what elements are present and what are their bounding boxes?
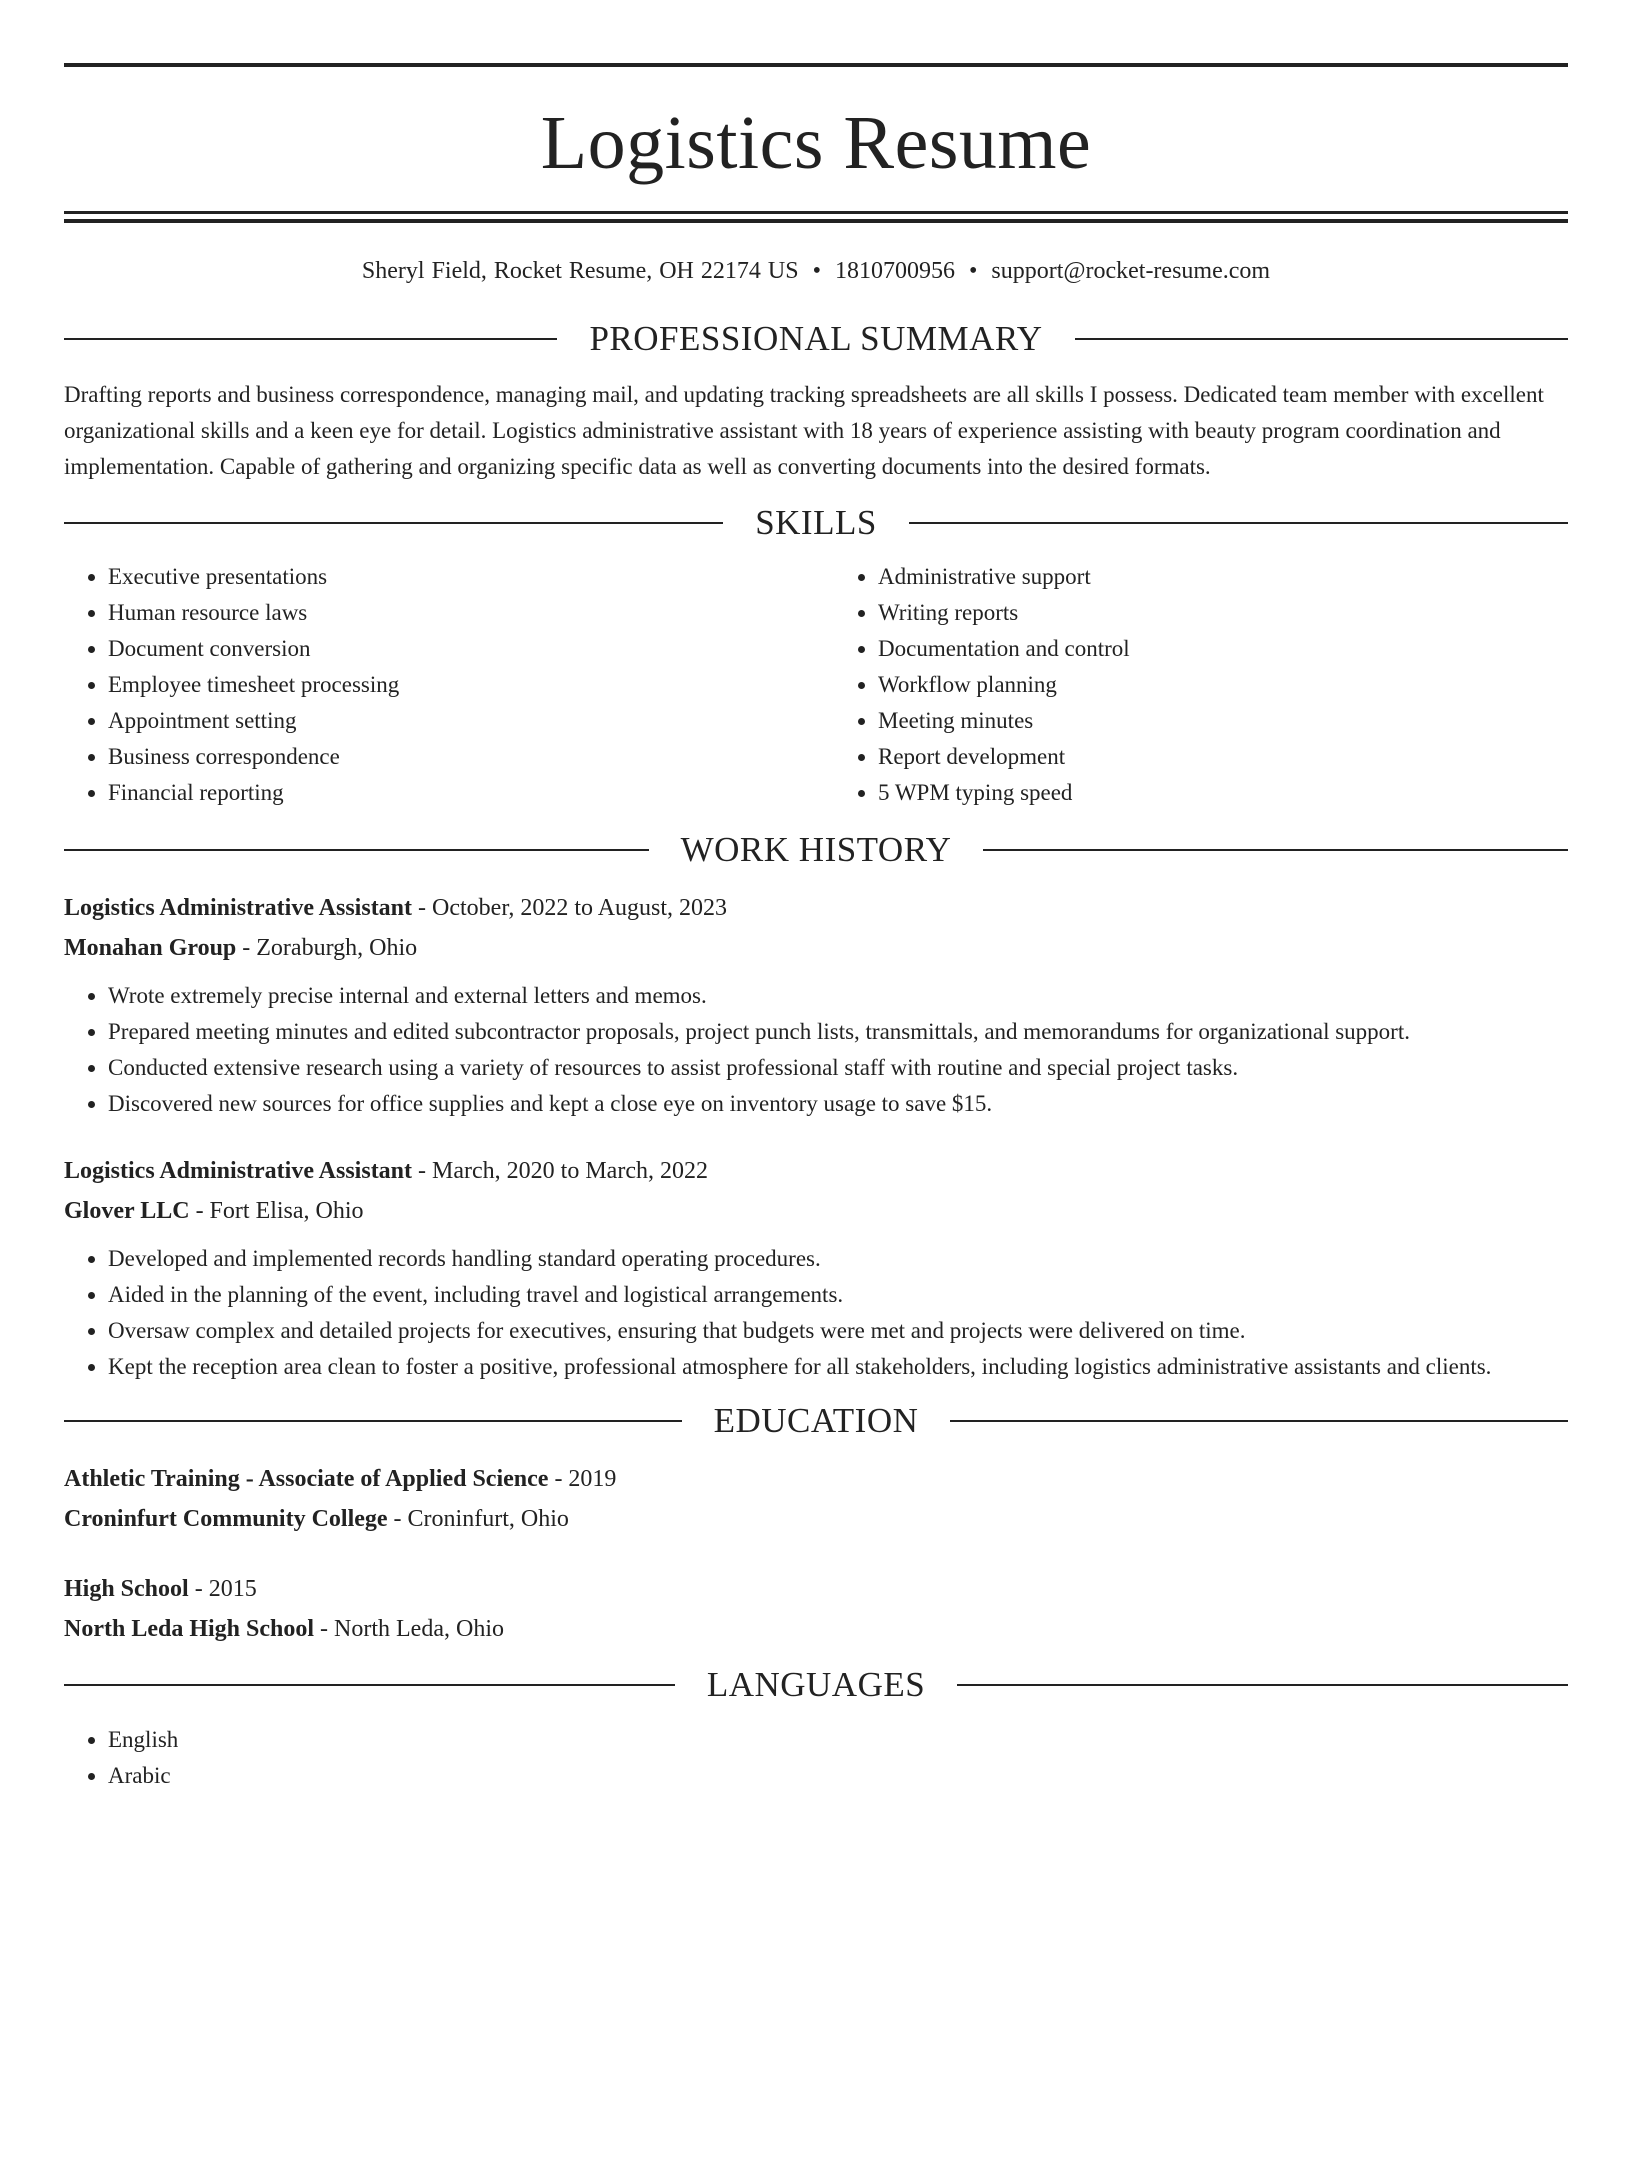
page-title: Logistics Resume bbox=[540, 101, 1092, 185]
resume-page bbox=[0, 63, 1632, 2175]
title-double-rule bbox=[64, 211, 1568, 223]
section-title: EDUCATION bbox=[713, 1401, 919, 1440]
skill-item: • Workflow planning bbox=[878, 667, 1568, 703]
section-heading-work bbox=[64, 827, 1568, 873]
job-title: Logistics Administrative Assistant bbox=[64, 1158, 413, 1184]
job-title-line bbox=[64, 1151, 1568, 1191]
skill-item: • Report development bbox=[878, 739, 1568, 775]
skill-item: • Financial reporting bbox=[108, 775, 798, 811]
skill-item: • Administrative support bbox=[878, 559, 1568, 595]
job-company-line bbox=[64, 1191, 1568, 1231]
contact-phone: 1810700956 bbox=[834, 258, 955, 284]
job-dates: - October, 2022 to August, 2023 bbox=[412, 895, 728, 921]
skill-item: • Writing reports bbox=[878, 595, 1568, 631]
job-bullet: • Discovered new sources for office supplies and kept a close eye on inventory usage to save $15. bbox=[108, 1086, 1568, 1122]
job-title: Logistics Administrative Assistant bbox=[64, 895, 413, 921]
skill-item: • Human resource laws bbox=[108, 595, 798, 631]
section-heading-languages bbox=[64, 1662, 1568, 1708]
contact-email: support@rocket-resume.com bbox=[991, 258, 1271, 284]
job-entry bbox=[64, 1151, 1568, 1385]
education-entry bbox=[64, 1569, 1568, 1649]
skill-item: • Document conversion bbox=[108, 631, 798, 667]
section-heading-education bbox=[64, 1398, 1568, 1444]
job-bullet: • Conducted extensive research using a variety of resources to assist professional staff with routine and special project tasks. bbox=[108, 1050, 1568, 1086]
section-heading-skills bbox=[64, 500, 1568, 546]
job-bullet: • Oversaw complex and detailed projects for executives, ensuring that budgets were met and projects were delivered on time. bbox=[108, 1313, 1568, 1349]
heading-rule-right bbox=[1075, 338, 1568, 340]
job-bullet: • Developed and implemented records handling standard operating procedures. bbox=[108, 1241, 1568, 1277]
job-location: - Zoraburgh, Ohio bbox=[236, 935, 418, 961]
language-item: • Arabic bbox=[108, 1758, 1568, 1794]
education-school-line bbox=[64, 1499, 1568, 1539]
heading-rule-right bbox=[983, 849, 1568, 851]
skills-list-right bbox=[834, 559, 1568, 811]
education-school: Croninfurt Community College bbox=[64, 1506, 388, 1532]
education-location: - Croninfurt, Ohio bbox=[387, 1506, 569, 1532]
job-bullet: • Aided in the planning of the event, including travel and logistical arrangements. bbox=[108, 1277, 1568, 1313]
job-bullets bbox=[64, 978, 1568, 1122]
job-title-line bbox=[64, 888, 1568, 928]
education-year: - 2019 bbox=[548, 1466, 617, 1492]
contact-separator: • bbox=[812, 258, 821, 284]
skill-item: • 5 WPM typing speed bbox=[878, 775, 1568, 811]
skills-list-left bbox=[64, 559, 798, 811]
top-rule bbox=[64, 63, 1568, 67]
education-degree: High School bbox=[64, 1576, 189, 1602]
heading-rule-left bbox=[64, 1420, 682, 1422]
heading-rule-left bbox=[64, 338, 557, 340]
education-location: - North Leda, Ohio bbox=[314, 1616, 504, 1642]
job-location: - Fort Elisa, Ohio bbox=[189, 1198, 364, 1224]
skill-item: • Business correspondence bbox=[108, 739, 798, 775]
job-bullets bbox=[64, 1241, 1568, 1385]
job-company: Monahan Group bbox=[64, 935, 237, 961]
summary-text: Drafting reports and business correspondence, managing mail, and updating tracking spreadsheets are all skills I possess. Dedicated team member with excellent organizational skills and a keen eye for detail. Logistics administrative assistant with 18 years of experience assisting with beauty program coordination and implementation. Capable of gathering and organizing specific data as well as converting documents into the desired formats. bbox=[64, 382, 1544, 479]
education-entry bbox=[64, 1459, 1568, 1539]
job-bullet: • Prepared meeting minutes and edited subcontractor proposals, project punch lists, transmittals, and memorandums for organizational support. bbox=[108, 1014, 1568, 1050]
skill-item: • Meeting minutes bbox=[878, 703, 1568, 739]
skill-item: • Executive presentations bbox=[108, 559, 798, 595]
languages-list bbox=[64, 1722, 1568, 1794]
contact-address: Sheryl Field, Rocket Resume, OH 22174 US bbox=[361, 258, 799, 284]
job-bullet: • Wrote extremely precise internal and external letters and memos. bbox=[108, 978, 1568, 1014]
job-entry bbox=[64, 888, 1568, 1122]
language-item: • English bbox=[108, 1722, 1568, 1758]
skill-item: • Employee timesheet processing bbox=[108, 667, 798, 703]
job-dates: - March, 2020 to March, 2022 bbox=[412, 1158, 708, 1184]
education-year: - 2015 bbox=[188, 1576, 257, 1602]
section-title: PROFESSIONAL SUMMARY bbox=[589, 319, 1043, 358]
heading-rule-right bbox=[950, 1420, 1568, 1422]
skills-grid bbox=[64, 559, 1568, 811]
skill-item: • Appointment setting bbox=[108, 703, 798, 739]
section-heading-summary bbox=[64, 316, 1568, 362]
education-degree-line bbox=[64, 1569, 1568, 1609]
education-degree-line bbox=[64, 1459, 1568, 1499]
heading-rule-right bbox=[957, 1684, 1568, 1686]
heading-rule-left bbox=[64, 1684, 675, 1686]
heading-rule-right bbox=[909, 522, 1568, 524]
skill-item: • Documentation and control bbox=[878, 631, 1568, 667]
job-bullet: • Kept the reception area clean to foster a positive, professional atmosphere for all stakeholders, including logistics administrative assistants and clients. bbox=[108, 1349, 1568, 1385]
heading-rule-left bbox=[64, 849, 649, 851]
education-school: North Leda High School bbox=[64, 1616, 315, 1642]
section-title: WORK HISTORY bbox=[680, 830, 952, 869]
section-title: SKILLS bbox=[755, 503, 877, 542]
contact-separator: • bbox=[968, 258, 978, 284]
job-company-line bbox=[64, 928, 1568, 968]
contact-line bbox=[64, 256, 1568, 286]
education-degree: Athletic Training - Associate of Applied Science bbox=[64, 1466, 549, 1492]
education-school-line bbox=[64, 1609, 1568, 1649]
heading-rule-left bbox=[64, 522, 723, 524]
job-company: Glover LLC bbox=[64, 1198, 190, 1224]
section-title: LANGUAGES bbox=[706, 1665, 926, 1704]
